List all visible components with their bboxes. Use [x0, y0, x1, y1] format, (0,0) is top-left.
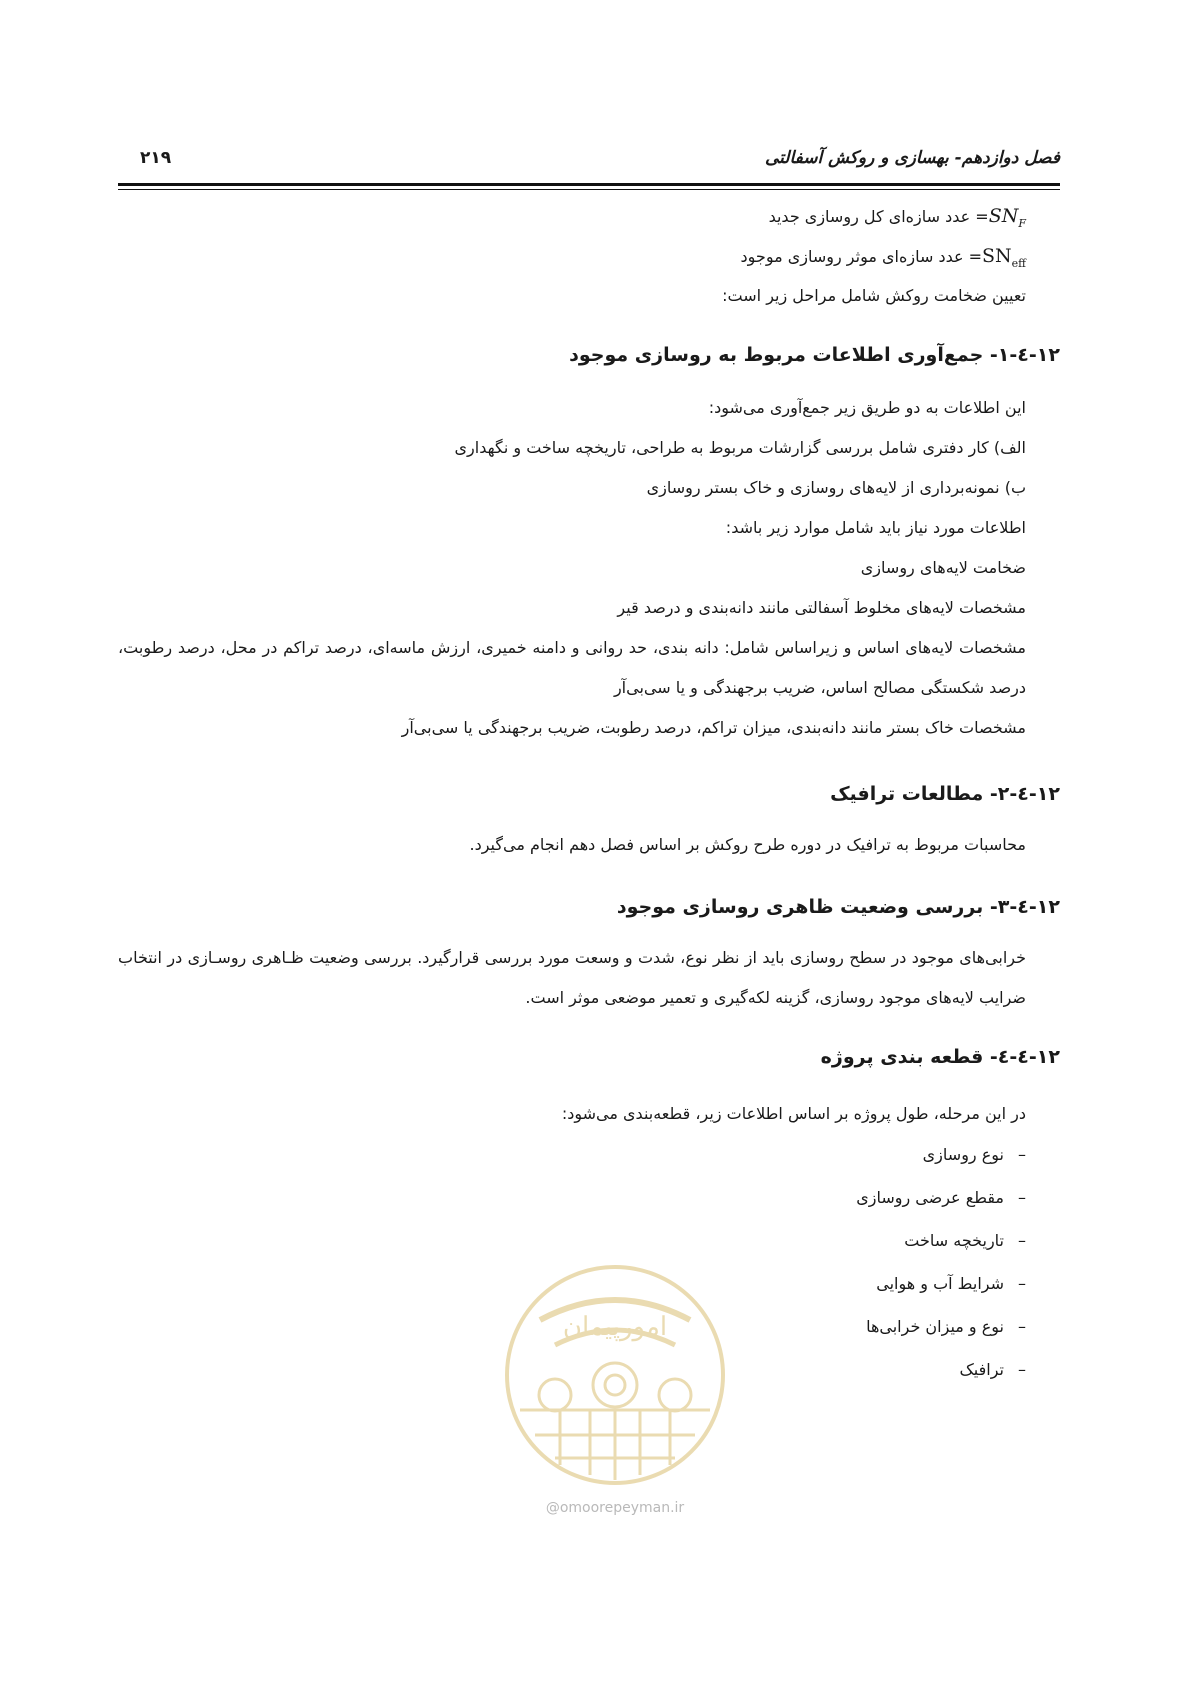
sneff-symbol: [982, 245, 1026, 270]
section4-heading: ۱۲-٤-٤- قطعه بندی پروژه: [820, 1046, 1060, 1068]
sneff-text: = عدد سازه‌ای موثر روسازی موجود: [740, 247, 983, 266]
watermark-logo: [500, 1260, 730, 1490]
section1-lines: [118, 388, 1026, 628]
section4-list: [856, 1133, 1026, 1391]
page-header: [118, 148, 1060, 178]
bullet-dash: –: [1018, 1188, 1026, 1207]
section4-intro: در این مرحله، طول پروژه بر اساس اطلاعات زیر، قطعه‌بندی می‌شود:: [561, 1104, 1026, 1123]
section2-text: محاسبات مربوط به ترافیک در دوره طرح روکش بر اساس فصل دهم انجام می‌گیرد.: [469, 835, 1026, 854]
bullet-dash: –: [1018, 1145, 1026, 1164]
list-item-text: مقطع عرضی روسازی: [856, 1188, 1004, 1207]
section1-line: مشخصات لایه‌های مخلوط آسفالتی مانند دانه‌بندی و درصد قیر: [617, 598, 1026, 617]
section1-line: اطلاعات مورد نیاز باید شامل موارد زیر باشد:: [725, 518, 1026, 537]
sneff-symbol-sub: eff: [1011, 256, 1026, 270]
sneff-definition: [118, 236, 1026, 276]
snf-symbol-main: SN: [988, 205, 1019, 227]
section1-line: الف) کار دفتری شامل بررسی گزارشات مربوط به طراحی، تاریخچه ساخت و نگهداری: [454, 438, 1026, 457]
section3-text: خرابی‌های موجود در سطح روسازی باید از نظر نوع، شدت و وسعت مورد بررسی قرارگیرد. بررسی وضعیت ظـاهری روسـازی در انتخاب ضرایب لایه‌های موجود روسازی، گزینه لکه‌گیری و تعمیر موضعی موثر است.: [118, 948, 1026, 1007]
list-item: [856, 1305, 1026, 1348]
bullet-dash: –: [1018, 1274, 1026, 1293]
header-rule-thick: [118, 183, 1060, 186]
section1-last-line: مشخصات خاک بستر مانند دانه‌بندی، میزان تراکم، درصد رطوبت، ضریب برجهندگی یا سی‌بی‌آر: [401, 718, 1026, 737]
section3-heading: ۱۲-٤-۳- بررسی وضعیت ظاهری روسازی موجود: [616, 896, 1060, 918]
section1-long-paragraph: مشخصات لایه‌های اساس و زیراساس شامل: دانه بندی، حد روانی و دامنه خمیری، ارزش ماسه‌ای، درصد تراکم در محل، درصد رطوبت، درصد شکستگی مصالح اساس، ضریب برجهندگی و یا سی‌بی‌آر: [118, 638, 1026, 697]
header-rule-thin: [118, 189, 1060, 190]
list-item-text: شرایط آب و هوایی: [876, 1274, 1004, 1293]
bullet-dash: –: [1018, 1231, 1026, 1250]
watermark-url: @omoorepeyman.ir: [545, 1500, 685, 1516]
list-item: [856, 1176, 1026, 1219]
bullet-dash: –: [1018, 1360, 1026, 1379]
section2-heading: ۱۲-٤-۲- مطالعات ترافیک: [830, 783, 1060, 805]
section1-heading: ۱۲-٤-۱- جمع‌آوری اطلاعات مربوط به روسازی موجود: [569, 344, 1060, 366]
list-item-text: تاریخچه ساخت: [904, 1231, 1004, 1250]
snf-symbol: [988, 205, 1026, 230]
steps-line: تعیین ضخامت روکش شامل مراحل زیر است:: [722, 286, 1026, 305]
section1-line: این اطلاعات به دو طریق زیر جمع‌آوری می‌شود:: [708, 398, 1026, 417]
page-number: ۲۱۹: [140, 148, 172, 168]
list-item-text: نوع و میزان خرابی‌ها: [866, 1317, 1004, 1336]
section1-last: [118, 708, 1026, 748]
sneff-symbol-main: SN: [982, 245, 1012, 267]
list-item: [856, 1262, 1026, 1305]
snf-definition: [118, 196, 1026, 236]
snf-symbol-sub: F: [1018, 216, 1026, 230]
section1-line: ضخامت لایه‌های روسازی: [860, 558, 1026, 577]
bullet-dash: –: [1018, 1317, 1026, 1336]
chapter-title: فصل دوازدهم- بهسازی و روکش آسفالتی: [764, 148, 1060, 168]
watermark-logo-text: امورپیمان: [562, 1312, 668, 1342]
list-item-text: ترافیک: [959, 1360, 1004, 1379]
section4-intro-block: [118, 1094, 1026, 1134]
list-item: [856, 1348, 1026, 1391]
section2-body: [118, 825, 1026, 865]
snf-text: = عدد سازه‌ای کل روسازی جدید: [768, 207, 989, 226]
list-item: [856, 1219, 1026, 1262]
section1-line: ب) نمونه‌برداری از لایه‌های روسازی و خاک بستر روسازی: [646, 478, 1026, 497]
intro-block: [118, 196, 1026, 316]
list-item-text: نوع روسازی: [922, 1145, 1004, 1164]
list-item: [856, 1133, 1026, 1176]
